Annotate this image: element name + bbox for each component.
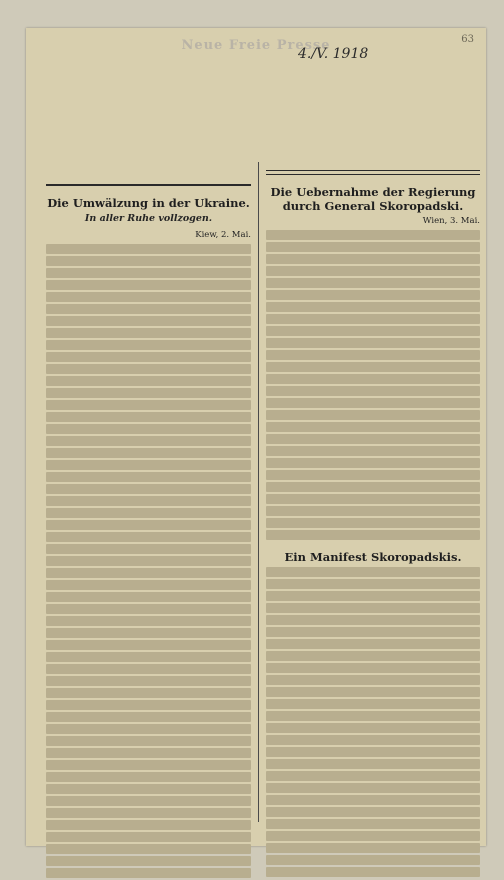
article-left	[46, 176, 251, 880]
text-placeholder	[266, 458, 480, 468]
text-placeholder	[46, 628, 251, 638]
text-placeholder	[266, 530, 480, 540]
text-placeholder	[46, 808, 251, 818]
text-placeholder	[46, 832, 251, 842]
text-placeholder	[46, 736, 251, 746]
article-left-headline: Die Umwälzung in der Ukraine.	[47, 196, 250, 210]
text-placeholder	[266, 374, 480, 384]
text-placeholder	[46, 292, 251, 302]
text-placeholder	[266, 338, 480, 348]
text-placeholder	[266, 615, 480, 625]
text-placeholder	[46, 844, 251, 854]
text-placeholder	[46, 772, 251, 782]
article-left-dateline: Kiew, 2. Mai.	[195, 230, 251, 240]
text-placeholder	[46, 268, 251, 278]
text-placeholder	[266, 278, 480, 288]
text-placeholder	[46, 580, 251, 590]
text-placeholder	[266, 446, 480, 456]
text-placeholder	[266, 482, 480, 492]
text-placeholder	[266, 807, 480, 817]
text-placeholder	[46, 400, 251, 410]
text-placeholder	[266, 663, 480, 673]
text-placeholder	[46, 748, 251, 758]
text-placeholder	[266, 843, 480, 853]
text-placeholder	[266, 314, 480, 324]
text-placeholder	[46, 244, 251, 254]
handwritten-date: 4./V. 1918	[298, 46, 369, 62]
text-placeholder	[266, 422, 480, 432]
text-placeholder	[46, 616, 251, 626]
article-left-body	[46, 244, 251, 878]
newspaper-clipping	[26, 28, 486, 846]
text-placeholder	[266, 735, 480, 745]
article-right-section-heading: Ein Manifest Skoropadskis.	[284, 550, 462, 564]
text-placeholder	[46, 508, 251, 518]
headline-rule	[46, 184, 251, 186]
text-placeholder	[46, 352, 251, 362]
text-placeholder	[46, 340, 251, 350]
text-placeholder	[46, 820, 251, 830]
text-placeholder	[266, 506, 480, 516]
text-placeholder	[266, 398, 480, 408]
text-placeholder	[46, 484, 251, 494]
text-placeholder	[266, 639, 480, 649]
text-placeholder	[46, 784, 251, 794]
text-placeholder	[266, 651, 480, 661]
text-placeholder	[46, 652, 251, 662]
text-placeholder	[266, 867, 480, 877]
text-placeholder	[46, 388, 251, 398]
text-placeholder	[266, 230, 480, 240]
article-right-body	[266, 230, 480, 540]
text-placeholder	[266, 290, 480, 300]
text-placeholder	[266, 579, 480, 589]
text-placeholder	[46, 796, 251, 806]
text-placeholder	[46, 316, 251, 326]
text-placeholder	[266, 699, 480, 709]
text-placeholder	[46, 424, 251, 434]
text-placeholder	[266, 759, 480, 769]
headline-rule	[266, 170, 480, 175]
text-placeholder	[46, 328, 251, 338]
text-placeholder	[46, 676, 251, 686]
text-placeholder	[46, 724, 251, 734]
text-placeholder	[266, 603, 480, 613]
text-placeholder	[266, 675, 480, 685]
text-placeholder	[46, 568, 251, 578]
text-placeholder	[46, 460, 251, 470]
text-placeholder	[266, 302, 480, 312]
text-placeholder	[266, 434, 480, 444]
text-placeholder	[266, 470, 480, 480]
text-placeholder	[46, 364, 251, 374]
text-placeholder	[266, 326, 480, 336]
text-placeholder	[266, 819, 480, 829]
text-placeholder	[46, 760, 251, 770]
text-placeholder	[266, 362, 480, 372]
text-placeholder	[266, 350, 480, 360]
text-placeholder	[46, 640, 251, 650]
text-placeholder	[266, 386, 480, 396]
text-placeholder	[266, 410, 480, 420]
text-placeholder	[46, 472, 251, 482]
text-placeholder	[46, 604, 251, 614]
text-placeholder	[266, 591, 480, 601]
text-placeholder	[46, 256, 251, 266]
text-placeholder	[46, 376, 251, 386]
text-placeholder	[266, 783, 480, 793]
text-placeholder	[266, 771, 480, 781]
article-right-headline: Die Uebernahme der Regierung durch General Skoropadski.	[270, 185, 476, 213]
text-placeholder	[266, 747, 480, 757]
text-placeholder	[266, 831, 480, 841]
text-placeholder	[46, 412, 251, 422]
text-placeholder	[46, 436, 251, 446]
text-placeholder	[266, 795, 480, 805]
article-right-body-continued	[266, 567, 480, 877]
text-placeholder	[46, 304, 251, 314]
text-placeholder	[46, 544, 251, 554]
text-placeholder	[46, 532, 251, 542]
text-placeholder	[46, 712, 251, 722]
article-right	[266, 162, 480, 879]
text-placeholder	[46, 496, 251, 506]
folio-number: 63	[461, 34, 474, 45]
text-placeholder	[46, 592, 251, 602]
text-placeholder	[46, 520, 251, 530]
text-placeholder	[46, 556, 251, 566]
text-placeholder	[266, 567, 480, 577]
text-placeholder	[266, 494, 480, 504]
text-placeholder	[266, 266, 480, 276]
column-divider	[258, 162, 259, 822]
text-placeholder	[46, 868, 251, 878]
text-placeholder	[46, 448, 251, 458]
text-placeholder	[46, 700, 251, 710]
text-placeholder	[266, 242, 480, 252]
text-placeholder	[266, 723, 480, 733]
text-placeholder	[266, 711, 480, 721]
text-placeholder	[46, 688, 251, 698]
text-placeholder	[266, 687, 480, 697]
text-placeholder	[46, 856, 251, 866]
masthead: Neue Freie Presse	[181, 38, 331, 53]
text-placeholder	[266, 855, 480, 865]
article-left-subhead: In aller Ruhe vollzogen.	[84, 213, 213, 224]
text-placeholder	[46, 664, 251, 674]
article-right-dateline: Wien, 3. Mai.	[422, 216, 480, 226]
text-placeholder	[266, 627, 480, 637]
text-placeholder	[266, 518, 480, 528]
text-placeholder	[46, 280, 251, 290]
text-placeholder	[266, 254, 480, 264]
